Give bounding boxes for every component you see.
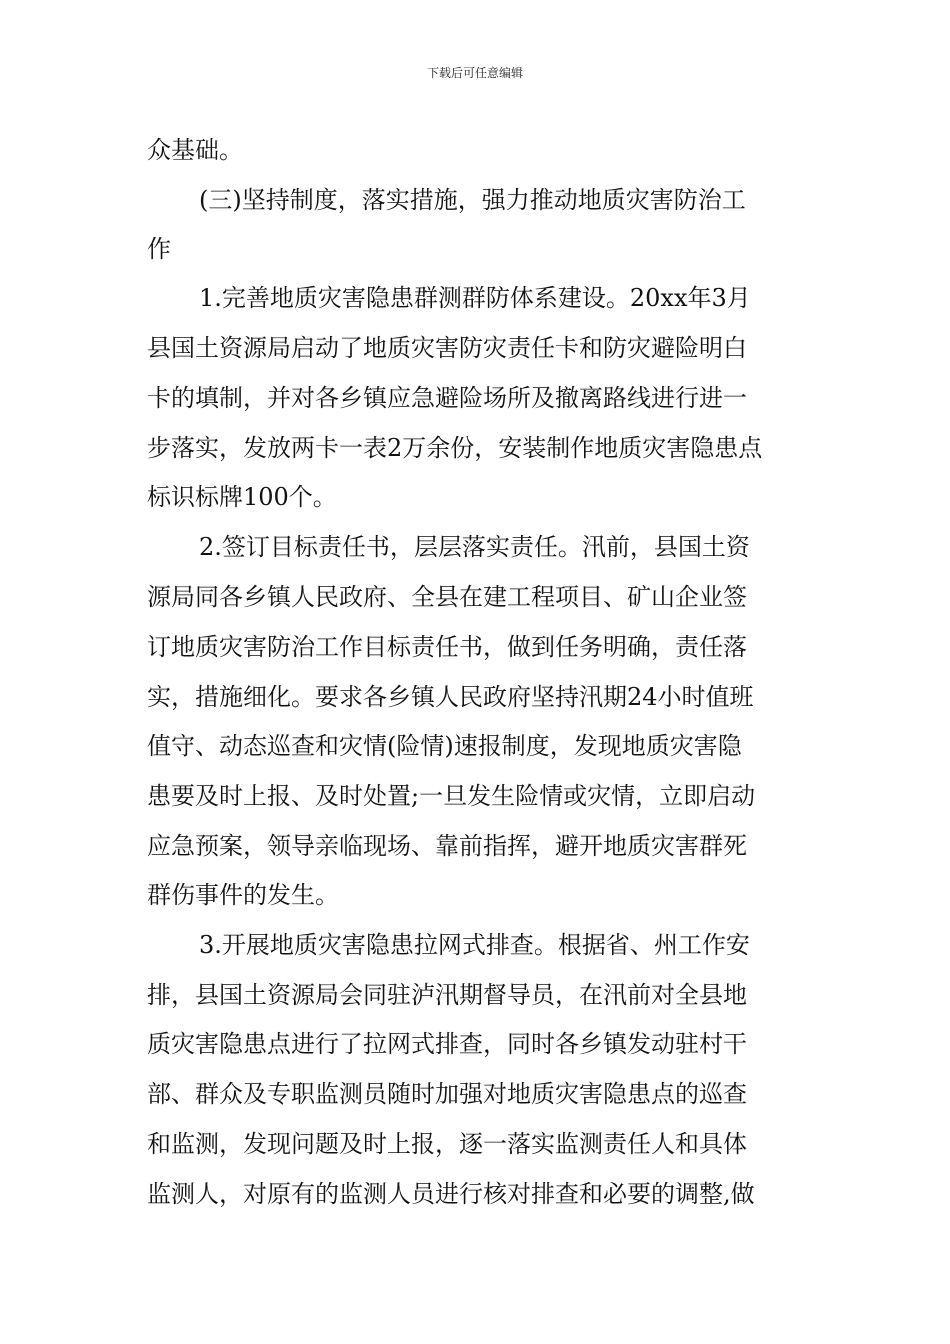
body-line: 值守、动态巡查和灾情(险情)速报制度，发现地质灾害隐: [147, 732, 742, 760]
body-line: 众基础。: [147, 136, 243, 164]
body-line: 源局同各乡镇人民政府、全县在建工程项目、矿山企业签: [147, 583, 747, 611]
section-heading-line: (三)坚持制度，落实措施，强力推动地质灾害防治工: [199, 186, 746, 214]
body-line: 患要及时上报、及时处置;一旦发生险情或灾情，立即启动: [147, 782, 756, 810]
body-line: 步落实，发放两卡一表2万余份，安装制作地质灾害隐患点: [147, 434, 763, 462]
body-line: 卡的填制，并对各乡镇应急避险场所及撤离路线进行进一: [147, 384, 747, 412]
body-line: 应急预案，领导亲临现场、靠前指挥，避开地质灾害群死: [147, 832, 747, 860]
body-line: 标识标牌100个。: [147, 483, 337, 511]
page-header: 下载后可任意编辑: [426, 66, 523, 80]
section-heading-line: 作: [147, 235, 171, 263]
body-line: 部、群众及专职监测员随时加强对地质灾害隐患点的巡查: [147, 1080, 747, 1108]
body-line: 监测人，对原有的监测人员进行核对排查和必要的调整,做: [147, 1180, 755, 1208]
body-line: 县国土资源局启动了地质灾害防灾责任卡和防灾避险明白: [147, 334, 747, 362]
body-line: 实，措施细化。要求各乡镇人民政府坚持汛期24小时值班: [147, 683, 754, 711]
body-line: 和监测，发现问题及时上报，逐一落实监测责任人和具体: [147, 1130, 747, 1158]
body-line: 排，县国土资源局会同驻泸汛期督导员，在汛前对全县地: [147, 981, 747, 1009]
body-line: 群伤事件的发生。: [147, 881, 339, 909]
body-line: 3.开展地质灾害隐患拉网式排查。根据省、州工作安: [199, 931, 750, 959]
body-line: 质灾害隐患点进行了拉网式排查，同时各乡镇发动驻村干: [147, 1030, 747, 1058]
body-line: 2.签订目标责任书，层层落实责任。汛前，县国土资: [199, 533, 750, 561]
body-line: 1.完善地质灾害隐患群测群防体系建设。20xx年3月: [199, 284, 751, 312]
body-line: 订地质灾害防治工作目标责任书，做到任务明确，责任落: [147, 633, 747, 661]
